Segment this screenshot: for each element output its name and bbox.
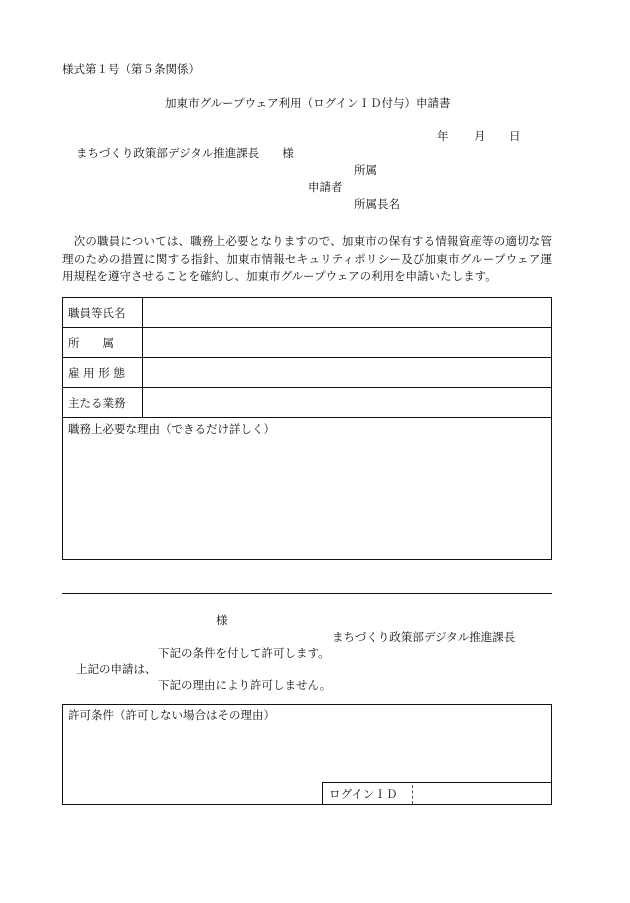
issuer: まちづくり政策部デジタル推進課長 [332, 630, 516, 644]
date-year-label: 年 [437, 129, 449, 143]
table-row [63, 298, 552, 328]
table-row [63, 418, 552, 560]
login-id-row [322, 782, 552, 805]
section-divider [62, 593, 552, 594]
reason-field[interactable] [63, 418, 552, 560]
applicant-label: 申請者 [308, 180, 343, 194]
login-id-divider [412, 785, 413, 804]
approve-with-conditions-text: 下記の条件を付して許可します。 [158, 646, 330, 660]
department-label: 所 属 [63, 328, 143, 358]
deny-text: 下記の理由により許可しません。 [158, 678, 332, 692]
table-row [63, 358, 552, 388]
employment-type-field[interactable] [143, 358, 552, 388]
login-id-label: ログインＩＤ [329, 787, 398, 801]
conditions-label: 許可条件（許可しない場合はその理由） [68, 708, 275, 722]
intro-paragraph: 次の職員については、職務上必要となりますので、加東市の保有する情報資産等の適切な管理のための措置に関する指針、加東市情報セキュリティポリシー及び加東市グループウェア運用規程を遵守させることを確約し、加東市グループウェアの利用を申請いたします。 [62, 234, 552, 283]
recipient-suffix: 様 [216, 613, 228, 627]
date-day-label: 日 [509, 129, 521, 143]
staff-name-label: 職員等氏名 [63, 298, 143, 328]
above-application-text: 上記の申請は、 [76, 662, 157, 676]
main-duties-field[interactable] [143, 388, 552, 418]
department-field[interactable] [143, 328, 552, 358]
conditions-box[interactable] [62, 704, 552, 805]
table-row [63, 388, 552, 418]
staff-name-field[interactable] [143, 298, 552, 328]
table-row [63, 328, 552, 358]
reason-label: 職務上必要な理由（できるだけ詳しく） [68, 422, 275, 436]
application-table [62, 297, 552, 560]
date-month-label: 月 [474, 129, 486, 143]
main-duties-label: 主たる業務 [63, 388, 143, 418]
form-number: 様式第１号（第５条関係） [62, 62, 200, 76]
department-head-label: 所属長名 [354, 197, 400, 211]
applicant-department-label: 所属 [354, 163, 377, 177]
employment-type-label: 雇 用 形 態 [63, 358, 143, 388]
addressee: まちづくり政策部デジタル推進課長 様 [76, 146, 294, 160]
document-title: 加東市グループウェア利用（ログインＩＤ付与）申請書 [165, 96, 451, 110]
